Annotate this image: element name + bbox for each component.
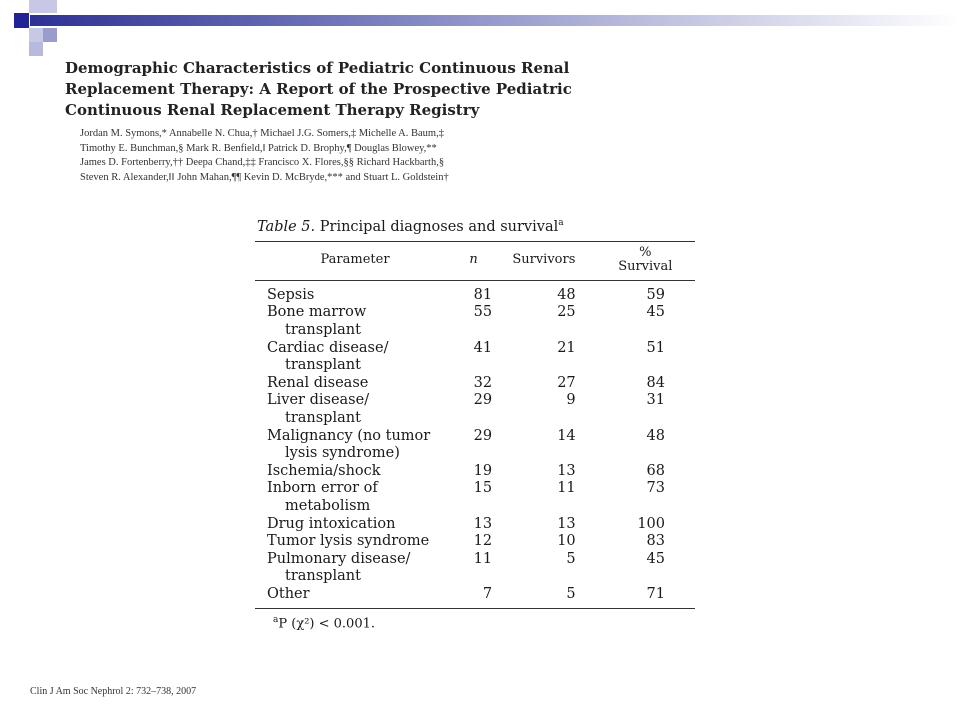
cell-parameter <box>255 480 455 515</box>
table-body <box>255 280 695 607</box>
parameter-line: Other <box>267 585 310 602</box>
cell-n: 12 <box>473 533 493 550</box>
footnote-sup: a <box>273 614 279 625</box>
paper-title-line: Demographic Characteristics of Pediatric Continuous Renal <box>65 59 570 77</box>
cell-parameter <box>255 392 455 427</box>
table-caption-text: Principal diagnoses and survival <box>319 218 559 235</box>
table-row <box>255 392 695 427</box>
cell-survival: 100 <box>637 515 665 532</box>
cell-survival: 31 <box>646 392 665 409</box>
cell-survival: 48 <box>646 427 665 444</box>
cell-survivors: 25 <box>557 304 576 321</box>
cell-n: 32 <box>473 374 493 391</box>
table-row <box>255 375 695 393</box>
cell-survival: 45 <box>646 304 665 321</box>
table-row <box>255 428 695 463</box>
paper-title <box>65 58 572 121</box>
header-gradient-bar <box>30 15 960 26</box>
header-survival <box>596 241 695 280</box>
parameter-line: Cardiac disease/ <box>267 339 389 356</box>
table-row <box>255 304 695 339</box>
cell-parameter <box>255 304 455 339</box>
parameter-line: Bone marrow <box>267 304 367 321</box>
table-row <box>255 551 695 586</box>
cell-n: 29 <box>473 392 493 409</box>
cell-n: 29 <box>473 427 493 444</box>
parameter-line: transplant <box>285 409 361 426</box>
cell-survivors: 13 <box>557 462 576 479</box>
author-line: James D. Fortenberry,†† Deepa Chand,‡‡ Francisco X. Flores,§§ Richard Hackbarth,§ <box>80 157 445 168</box>
cell-parameter <box>255 280 455 304</box>
author-line: Timothy E. Bunchman,§ Mark R. Benfield,‖ Patrick D. Brophy,¶ Douglas Blowey,** <box>80 142 437 154</box>
cell-survivors: 5 <box>566 550 576 567</box>
cell-n: 19 <box>473 462 493 479</box>
cell-n: 55 <box>473 304 493 321</box>
table-row <box>255 340 695 375</box>
header-n: n <box>469 251 478 267</box>
cell-parameter <box>255 551 455 586</box>
author-list <box>80 127 550 185</box>
table-row <box>255 533 695 551</box>
footnote-text: P (χ²) < 0.001. <box>278 615 375 631</box>
parameter-line: Malignancy (no tumor <box>267 427 431 444</box>
cell-survivors: 27 <box>557 374 576 391</box>
header-survival-line2: Survival <box>618 258 673 274</box>
parameter-line: Drug intoxication <box>267 515 396 532</box>
deco-square-light <box>29 28 43 42</box>
deco-square-light <box>29 0 43 13</box>
table-row <box>255 516 695 534</box>
cell-n: 15 <box>473 480 493 497</box>
parameter-line: Inborn error of <box>267 480 378 497</box>
parameter-line: lysis syndrome) <box>285 445 400 462</box>
cell-parameter <box>255 428 455 463</box>
paper-title-line: Replacement Therapy: A Report of the Prospective Pediatric <box>65 80 572 98</box>
survival-table-block <box>255 218 695 631</box>
table-row <box>255 480 695 515</box>
cell-survival: 84 <box>646 374 665 391</box>
parameter-line: Liver disease/ <box>267 392 370 409</box>
table-row <box>255 280 695 304</box>
table-row <box>255 586 695 608</box>
cell-survival: 59 <box>646 286 665 303</box>
parameter-line: transplant <box>285 568 361 585</box>
cell-survival: 68 <box>646 462 665 479</box>
cell-survivors: 14 <box>557 427 576 444</box>
cell-survival: 71 <box>646 585 665 602</box>
author-line: Jordan M. Symons,* Annabelle N. Chua,† Michael J.G. Somers,‡ Michelle A. Baum,‡ <box>80 128 444 139</box>
cell-survival: 45 <box>646 550 665 567</box>
cell-parameter <box>255 340 455 375</box>
parameter-line: metabolism <box>285 497 371 514</box>
author-line: Steven R. Alexander,‖‖ John Mahan,¶¶ Kevin D. McBryde,*** and Stuart L. Goldstein† <box>80 171 449 183</box>
cell-survivors: 9 <box>566 392 576 409</box>
header-survival-line1: % <box>639 244 652 260</box>
cell-parameter <box>255 533 455 551</box>
cell-survival: 51 <box>646 339 665 356</box>
cell-parameter <box>255 586 455 608</box>
survival-table <box>255 241 695 608</box>
table-caption-label: Table 5. <box>257 218 316 235</box>
table-caption <box>255 218 695 235</box>
cell-n: 7 <box>482 585 493 602</box>
citation: Clin J Am Soc Nephrol 2: 732–738, 2007 <box>30 686 197 697</box>
cell-survival: 73 <box>646 480 665 497</box>
parameter-line: Tumor lysis syndrome <box>267 533 430 550</box>
cell-survivors: 5 <box>566 585 576 602</box>
parameter-line: transplant <box>285 322 361 339</box>
cell-survivors: 11 <box>557 480 576 497</box>
cell-survivors: 21 <box>557 339 576 356</box>
cell-parameter <box>255 463 455 481</box>
cell-n: 13 <box>473 515 493 532</box>
cell-survivors: 48 <box>557 286 576 303</box>
cell-survivors: 13 <box>557 515 576 532</box>
parameter-line: Renal disease <box>267 374 369 391</box>
table-caption-sup: a <box>558 218 564 228</box>
header-survivors: Survivors <box>512 251 576 267</box>
cell-parameter <box>255 375 455 393</box>
deco-square-light <box>43 0 57 13</box>
cell-survival: 83 <box>646 533 665 550</box>
deco-square-dark <box>14 13 29 28</box>
header-parameter: Parameter <box>320 251 390 267</box>
cell-n: 11 <box>473 550 493 567</box>
paper-title-line: Continuous Renal Replacement Therapy Registry <box>65 101 480 119</box>
parameter-line: Pulmonary disease/ <box>267 550 411 567</box>
parameter-line: Sepsis <box>267 286 315 303</box>
deco-square-light <box>29 42 43 56</box>
table-row <box>255 463 695 481</box>
table-footnote <box>255 609 695 631</box>
cell-survivors: 10 <box>557 533 576 550</box>
cell-n: 81 <box>473 286 493 303</box>
cell-parameter <box>255 516 455 534</box>
parameter-line: Ischemia/shock <box>267 462 381 479</box>
parameter-line: transplant <box>285 357 361 374</box>
table-header-row <box>255 241 695 280</box>
cell-n: 41 <box>473 339 493 356</box>
deco-square-mid <box>43 28 57 42</box>
